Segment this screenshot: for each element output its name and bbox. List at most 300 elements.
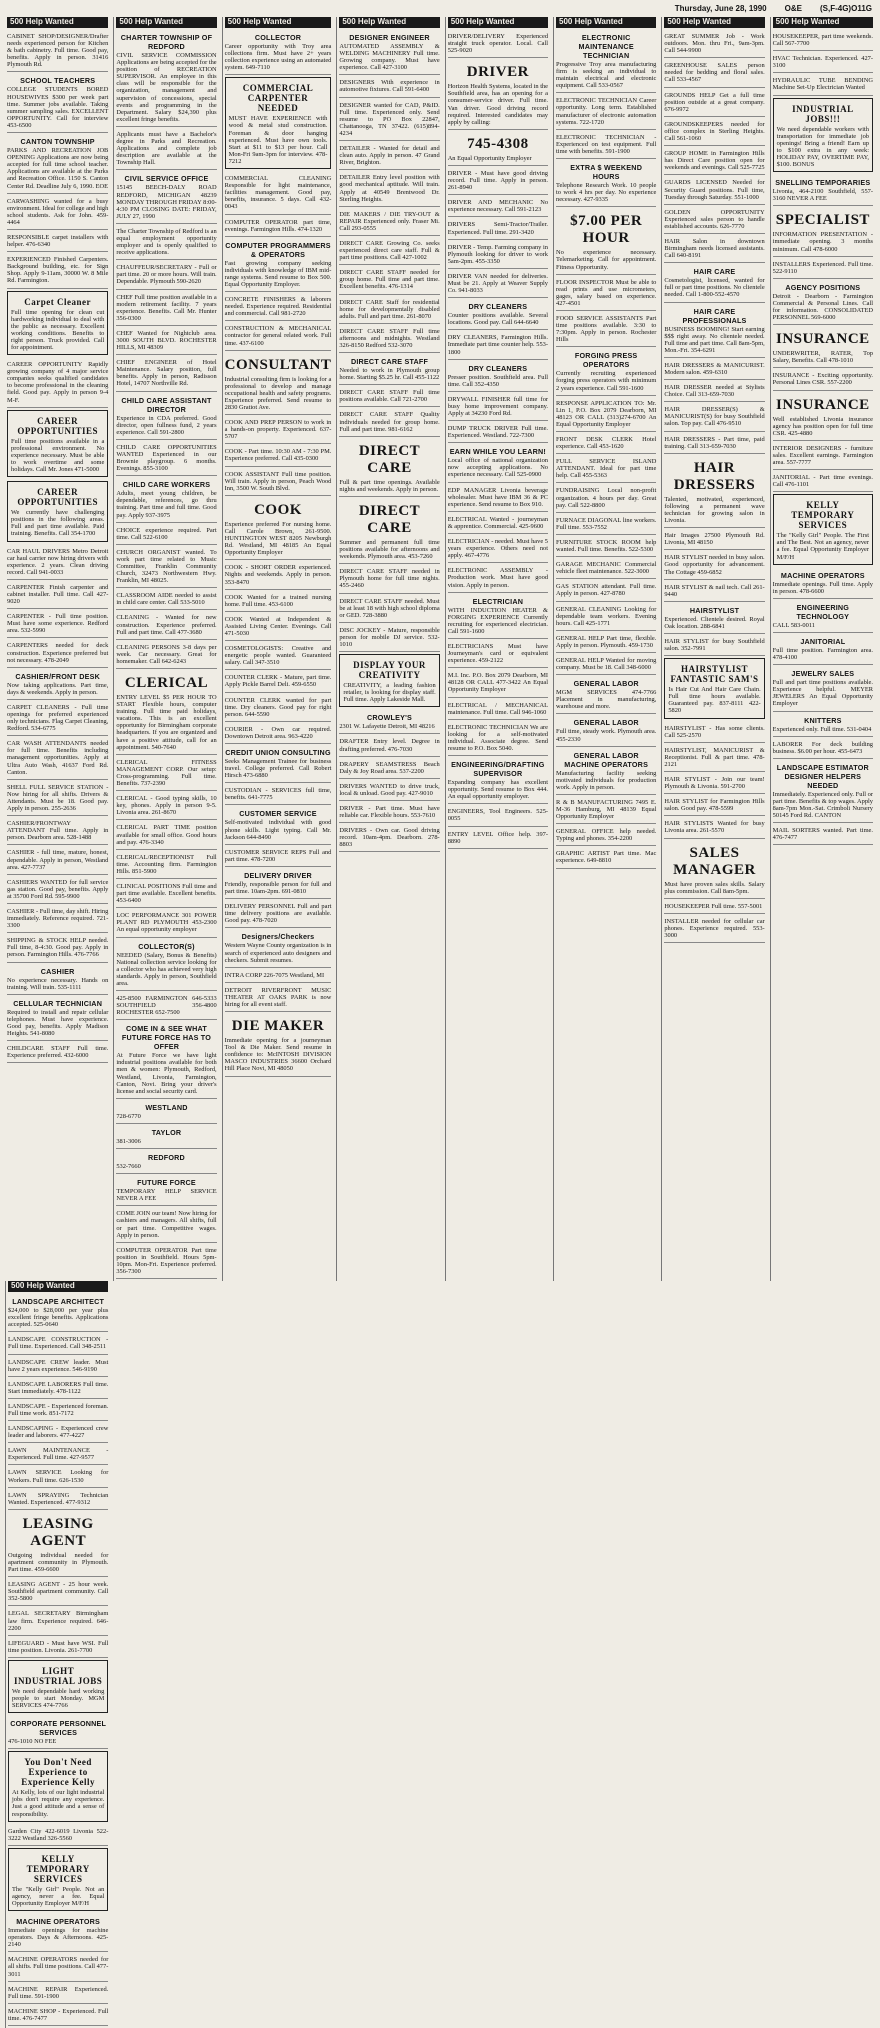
ad-text: CASHIERS WANTED for full service gas station. Good pay, benefits. Apply at 35700 Ford Rd. 595-9900 [7,878,109,900]
classified-ad [448,423,548,443]
ad-headline: COMPUTER PROGRAMMERS & OPERATORS [225,240,331,259]
classified-ad [448,445,548,482]
classified-ad [116,1176,216,1206]
ad-text: COMMERCIAL CLEANING Responsible for light maintenance, facilities management. Good pay, benefits, insurance. 5 days. Call 432-0043 [224,175,332,211]
ad-text: COOK Wanted at Independent & Assisted Living Center. Evenings. Call 471-5030 [224,615,332,637]
ad-text: CARPET CLEANERS - Full time openings for preferred experienced only technicians. Flag Carpet Cleaning, Redford. 534-6775 [7,703,109,733]
classified-ad [116,1101,216,1124]
column-heading: 500 Help Wanted [664,17,764,28]
ad-text: CASHIER/FRONTWAY ATTENDANT Full time. Apply in person. Dearborn area. 528-1488 [7,820,109,842]
classified-ad [116,940,216,991]
ad-text: HAIR STYLISTS Wanted for busy Livonia area. 261-5570 [664,820,765,835]
ad-text: HAIR DRESSERS & MANICURIST. Modern salon. 459-6310 [664,361,765,376]
column-heading: 500 Help Wanted [225,17,332,28]
classified-ad [339,209,439,236]
ad-text: An Equal Opportunity Employer [447,154,532,162]
ad-text: ELECTRONIC ASSEMBLY - Production work. Must have good vision. Apply in person. [447,567,549,589]
ad-text: LEASING AGENT - 25 hour week. Southfield apartment community. Call 352-5800 [8,1581,109,1603]
classified-ad [116,642,216,669]
ad-text: Career opportunity with Troy area collections firm. Must have 2+ years collection experience using an automated system. 649-7110 [224,43,332,72]
classified-ad [8,1334,108,1354]
classified-ad [339,654,439,707]
classified-ad [7,31,108,72]
classified-ad [8,1751,108,1821]
ad-text: TEMPORARY HELP SERVICE NEVER A FEE [116,1188,217,1203]
classified-ad [7,670,108,700]
classified-ad [8,1401,108,1421]
ad-text: LANDSCAPE CREW leader. Must have 2 years experience. 546-9190 [8,1358,109,1373]
column-heading: 500 Help Wanted [339,17,439,28]
classified-columns [5,17,875,2022]
classified-ad [8,1379,108,1399]
classified-ad [7,818,108,845]
classified-ad [225,173,332,214]
classified-ad [556,132,656,159]
ad-text: HAIR DRESSERS - Part time, paid training. Call 313-659-7030 [664,435,765,450]
classified-ad [225,1014,332,1076]
ad-headline: DISPLAY YOUR CREATIVITY [353,660,426,681]
classified-ad [664,404,764,431]
ad-headline: JANITORIAL [800,636,846,646]
ad-headline: CROWLEY'S [367,713,413,723]
classified-column [445,17,550,1281]
ad-text: CHEF Full time position available in a modern retirement facility. 7 years experience. Benefits. Call Mr. Hunter 356-0300 [116,293,217,322]
ad-text: HYDRAULIC TUBE BENDING Machine Set-Up Electrician Wanted [772,77,873,92]
column-heading: 500 Help Wanted [8,1281,108,1292]
classified-ad [225,323,332,350]
ad-text: Experienced. Clientele desired. Royal Oak location. 288-6841 [664,615,765,630]
ad-text: COOK ASSISTANT Full time position. Will train. Apply in person, Peach Wood Inn, 3500 W. South Blvd. [224,470,332,492]
ad-text: Cosmetologist, licensed, wanted for full or part time positions. No clientele needed. Call 1-800-552-4570 [664,277,765,299]
ad-text: Experience in CDA preferred. Good director, open fullness fund, 2 years experience. Call 591-2800 [116,414,217,436]
ad-text: Experience preferred For nursing home. Call Carole Brown, 261-9500. HUNTINGTON WEST 8205 Newburgh Rd. Westland, MI 48185 An Equal Opportunity Employer [224,520,332,557]
ad-text: DRIVERS WANTED to drive truck, local & unload. Good pay. 427-9010 [339,782,440,797]
classified-ad [556,515,656,535]
ad-text: DRIVER VAN needed for deliveries. Must be 21. Apply at Weaver Supply Co. 941-8033 [447,272,549,295]
classified-ad [773,472,873,492]
classified-ad [773,601,873,633]
ad-text: Expanding company has excellent opportunity. Send resume to Box 444. An equal opportunity employer. [447,779,549,801]
ad-text: DRY CLEANERS, Farmington Hills. Immediate part time counter help. 553-1800 [447,334,549,356]
classified-ad [8,1717,108,1749]
classified-ad [225,807,332,844]
ad-text: We currently have challenging positions in the following areas. Full and part time available. Paid training. Benefits. Call 354-1700 [11,509,105,538]
classified-ad [8,1660,108,1713]
classified-ad [556,209,656,274]
ad-headline: DELIVERY DRIVER [244,870,312,880]
classified-ad [773,714,873,737]
ad-headline: KELLY TEMPORARY SERVICES [26,1853,90,1884]
classified-ad [7,481,108,541]
ad-text: COURIER - Own car required. Downtown Detroit area. 963-4220 [224,725,332,740]
ad-text: LANDSCAPE LABORERS Full time. Start immediately. 478-1122 [8,1380,109,1395]
ad-text: WITH INDUCTION HEATER & FORGING EXPERIENCE Currently recruiting for experienced electrician. Call 591-1600 [447,606,549,635]
ad-text: Immediate opening for a journeyman Tool & Die Maker. Send resume in confidence to: McINTOSH DIVISION MASCO INDUSTRIES 36600 Orchard Hill Place Novi, MI 48050 [224,1037,332,1073]
classified-ad [448,700,548,720]
ad-headline: HAIR CARE PROFESSIONALS [682,306,747,325]
ad-text: NEEDED (Salary, Bonus & Benefits) National collection service looking for a collector who has achieved very high standards. Apply in person, Southfield area. [116,951,217,987]
classified-ad [448,219,548,239]
ad-text: CONCRETE FINISHERS & laborers needed. Experience required. Residential and commercial. Call 981-2720 [224,296,332,318]
classified-ad [556,581,656,601]
classified-ad [7,582,108,609]
ad-text: RESPONSE APPLICATION TO: Mr. Lin 1, P.O. Box 2079 Dearborn, MI 48123 OR CALL (313)274-6700 An Equal Opportunity Employer [556,399,657,428]
ad-text: HAIR STYLIST - Join our team! Plymouth & Livonia. 591-2700 [664,776,765,791]
classified-ad [339,238,439,265]
classified-ad [225,901,332,928]
ad-text: Manufacturing facility seeking motivated individuals for production work. Apply in person. [556,769,657,791]
classified-ad [339,77,439,97]
classified-ad [7,782,108,816]
ad-text: Seeks Management Trainee for business travel. College preferred. Call Robert Hirsch 473-6880 [224,758,332,780]
page-folio [548,4,872,16]
classified-ad [773,393,873,441]
classified-ad [225,498,332,560]
classified-ad [339,825,439,852]
classified-ad [225,77,332,169]
ad-text: FLOOR INSPECTOR Must be able to read prints and use micrometers, gages, salary based on experience. 427-4501 [556,278,657,307]
ad-text: LAWN SERVICE Looking for Workers. Full time. 626-1530 [8,1469,109,1484]
ad-headline: CORPORATE PERSONNEL SERVICES [10,1719,107,1738]
ad-text: RESPONSIBLE carpet installers with helper. 476-6340 [7,233,109,249]
classified-ad [225,672,332,692]
classified-ad [116,757,216,791]
classified-ad [664,658,764,718]
ad-text: CALL 583-0011 [772,621,815,629]
ad-text: 2301 W. Lafayette Detroit, MI 48216 [339,723,435,731]
classified-ad [448,806,548,826]
ad-text: Livonia, 464-2100 Southfield, 557-3160 NEVER A FEE [772,188,873,203]
ad-text: GREAT SUMMER Job - Work outdoors. Mon. thru Fri., 9am-3pm. Call 544-9900 [664,33,765,55]
classified-ad [448,242,548,269]
classified-ad [339,781,439,801]
classified-ad [7,906,108,933]
classified-ad [8,2006,108,2026]
classified-ad [225,31,332,75]
ad-text: HOUSEKEEPER Full time. 557-5001 [664,902,763,910]
ad-text: GROUP HOME in Farmington Hills has Direct Care position open for weekends and evenings. Call 525-7725 [664,150,765,172]
classified-ad [225,562,332,589]
ad-text: MGM SERVICES 474-7766 Placement in manufacturing, warehouse and more. [556,689,657,711]
classified-ad [225,695,332,722]
ad-text: Telephone Research Work. 10 people to work 4 hrs per day. No experience necessary. 427-9335 [556,182,657,204]
classified-ad [448,394,548,421]
ad-headline: WESTLAND [145,1102,188,1112]
ad-headline: ELECTRONIC MAINTENANCE TECHNICIAN [578,33,634,60]
classified-ad [448,829,548,849]
ad-headline: SALES MANAGER [673,844,756,878]
classified-ad [448,722,548,756]
classified-ad [116,394,216,440]
ad-text: LABORER For deck building business. $6.00 per hour. 455-6473 [772,740,873,755]
ad-text: INTERIOR DESIGNERS - furniture sales. Excellent earnings. Farmington area. 557-7777 [772,444,873,466]
ad-text: ELECTRONIC TECHNICIAN - Experienced on test equipment. Full time with benefits. 591-1900 [556,133,657,155]
ad-text: MUST HAVE EXPERIENCE with wood & metal stud construction. Foreman & door hanging experienced. Must have own tools. Start at $11 to $13 per hour. Call Mon-Fri 9am-3pm for interview. 478-7212 [228,115,328,165]
ad-text: Full time, steady work. Plymouth area. 455-2330 [556,728,657,743]
ad-text: AUTOMATED ASSEMBLY & WELDING MACHINERY Full time. Growing company. Must have experience. Call 427-3100 [339,43,440,72]
classified-ad [448,332,548,359]
ad-text: Local office of national organization now accepting applications. No experience necessary. Call 525-0900 [447,457,549,479]
ad-headline: SPECIALIST [775,212,870,229]
ad-text: CREATIVITY, a leading fashion retailer, is looking for display staff. Full time. Apply Lakeside Mall. [343,682,436,704]
ad-text: HAIRSTYLIST - Has some clients. Call 525-2570 [664,724,765,739]
ad-text: SHIPPING & STOCK HELP needed. Full time, 8-4:30. Good pay. Apply in person. Farmington Hills. 476-7766 [7,937,109,959]
ad-text: DESIGNER wanted for CAD, P&ID. Full time. Experienced only. Send resume to PO Box 22847, Chattanooga, TN 37422. (615)894-4234 [339,101,440,137]
classified-ad [116,172,216,223]
ad-text: CUSTOMER SERVICE REPS Full and part time. 478-7200 [224,848,332,863]
ad-text: ELECTRICIANS Must have Journeyman's card or equivalent experience. 459-2122 [447,642,549,665]
classified-ad [556,434,656,454]
ad-text: The Charter Township of Redford is an equal employment opportunity employer and is openly qualified to receive applications. [116,227,217,257]
ad-text: FURNITURE STOCK ROOM help wanted. Full time. Benefits. 522-5300 [556,538,657,554]
classified-ad [225,417,332,444]
ad-text: HAIR STYLIST needed in busy salon. Good opportunity for advancement. The Cottage 459-6852 [664,554,765,576]
classified-ad [225,217,332,237]
ad-text: LANDSCAPING - Experienced crew leader and laborers. 477-4227 [8,1425,109,1440]
ad-headline: GENERAL LABOR [573,718,639,728]
ad-text: ELECTRICIAN - needed. Must have 5 years experience. Others need not apply. 467-4776 [447,538,549,560]
classified-ad [116,612,216,639]
ad-text: COME JOIN our team! Now hiring for cashiers and managers. All shifts, full or part time. Competitive wages. Apply in person. [116,1210,217,1239]
ad-text: LIFEGUARD - Must have WSI. Full time position. Livonia. 261-7700 [8,1639,109,1654]
classified-ad [7,254,108,288]
ad-text: LAWN MAINTENANCE - Experienced. Full time. 427-9577 [8,1447,109,1462]
ad-text: COOK Wanted for a trained nursing home. Full time. 453-6100 [224,593,332,608]
ad-text: CAR WASH ATTENDANTS needed for full time. Benefits including management opportunities. Apply at Ultra Auto Wash, 41637 Ford Rd. Canton. [7,740,109,776]
classified-ad [339,31,439,75]
ad-text: CHEF Wanted for Nightclub area. 3000 SOUTH BLVD. ROCHESTER HILLS, MI 48309 [116,329,217,352]
ad-text: FULL SERVICE ISLAND ATTENDANT. Ideal for part time help. Call 455-5363 [556,458,657,480]
ad-text: Must have proven sales skills. Salary plus commission. Call 8am-5pm. [664,880,765,895]
classified-ad [116,1022,216,1099]
ad-text: GROUNDS HELP Get a full time position outside at a great company. 676-9972 [664,91,765,113]
classified-ad [8,1423,108,1443]
ad-text: DIRECT CARE Staff for residential home for developmentally disabled adults. Full and part time. 261-8070 [339,298,440,320]
ad-text: CARPENTERS needed for deck construction. Experience preferred but not necessary. 478-2049 [7,642,109,664]
classified-ad [664,31,764,58]
ad-text: Western Wayne County organization is in search of experienced auto designers and checkers. Submit resumes. [224,942,332,964]
ad-headline: ELECTRICIAN [472,596,524,606]
classified-ad [448,271,548,298]
ad-text: Is Hair Cut And Hair Care Chain. Full time hours available. Guaranteed pay. 837-8111 422-5820 [668,686,761,715]
ad-text: FRONT DESK CLERK Hotel experience. Call 453-1620 [556,436,657,451]
ad-text: Adults, meet young children, be dependable, references, go thru training. Part time and full time. Good pay. Apply 937-3975 [116,490,217,519]
classified-ad [7,196,108,230]
classified-ad [664,796,764,816]
ad-text: SHELL FULL SERVICE STATION - Now hiring for all shifts. Drivers & Attendants. Must be 18. Good pay. Apply in person. 255-2636 [7,783,109,813]
ad-headline: SCHOOL TEACHERS [20,76,96,86]
column-heading: 500 Help Wanted [116,17,216,28]
classified-ad [8,1826,108,1846]
classified-ad [773,53,873,73]
classified-ad [116,1245,216,1279]
ad-headline: CREDIT UNION CONSULTING [225,748,331,757]
ad-text: Full & part time openings. Available nights and weekends. Apply in person. [339,478,440,493]
classified-column [336,17,441,1281]
ad-headline: Designers/Checkers [241,932,315,942]
ad-headline: CAREER OPPORTUNITIES [17,487,99,508]
classified-ad [7,135,108,194]
classified-ad [8,1638,108,1658]
classified-ad [556,161,656,207]
ad-headline: INDUSTRIAL JOBS!!! [792,103,854,124]
ad-headline: DIRECT CARE STAFF [350,357,429,367]
ad-text: Immediate openings for machine operators. Days & Afternoons. 425-2140 [8,1927,109,1949]
classified-ad [8,1357,108,1377]
classified-column [5,1281,110,2028]
ad-text: MACHINE OPERATORS needed for all shifts. Full time positions. Call 477-3011 [8,1956,109,1978]
classified-ad [7,702,108,736]
ad-text: DRAPERY SEAMSTRESS Beach Daly & Joy Road area. 537-2200 [339,760,440,775]
ad-text: DIRECT CARE STAFF needed for group home. Full time and part time. Excellent benefits. 476-1314 [339,269,440,291]
classified-ad [7,877,108,904]
classified-ad [339,566,439,593]
ad-text: JANITORIAL - Part time evenings. Call 476-1101 [772,474,873,489]
ad-text: DRIVER - Part time. Must have reliable car. Flexible hours. 553-7610 [339,805,440,820]
ad-text: Applicants must have a Bachelor's degree in Parks and Recreation. Applications and complete job description are available at the Township Hall. [116,130,217,167]
ad-headline: CUSTOMER SERVICE [239,809,317,819]
ad-text: Full time opening for clean cut hardworking individual to deal with the public as necessary. Excellent working conditions. Benefits to right person. Truck provided. Call for appointment. [11,308,105,351]
classified-ad [556,677,656,714]
ad-text: GENERAL CLEANING Looking for dependable team workers. Evening hours. Call 425-1771 [556,605,657,627]
ad-text: R & B MANUFACTURING 7495 E. M-36 Hamburg, MI 48139 Equal Opportunity Employer [556,798,657,821]
classified-ad [225,869,332,899]
ad-text: INSURANCE - Exciting opportunity. Personal Lines CSR. 557-2200 [772,372,873,387]
ad-headline: JEWELRY SALES [791,669,855,679]
ad-text: Immediately. Experienced only. Full or part time. Benefits & top wages. Apply 8am-7pm Mon.-Sat. Crimboli Nursery 50145 Ford Rd. CANTON [772,790,873,820]
classified-column [222,17,334,1281]
ad-text: We need dependable hard working people to start Monday. MGM SERVICES 474-7766 [12,1687,105,1710]
ad-text: LEGAL SECRETARY Birmingham law firm. Experience required. 646-2200 [8,1610,109,1632]
classified-ad [225,724,332,744]
ad-text: CLASSROOM AIDE needed to assist in child care center. Call 533-5010 [116,592,217,607]
ad-text: LAWN SPRAYING Technician Wanted. Experienced. 477-9312 [8,1491,109,1506]
ad-text: FOOD SERVICE ASSISTANTS Part time positions available. 3:30 to 7:30pm. Apply in person. Rochester Hills [556,314,657,344]
ad-text: INSTALLER needed for cellular car phones. Experience required. 553-3000 [664,917,765,940]
ad-text: At Future Force we have light industrial positions available for both men & women: Plymouth, Redford, Westland, Livonia, Farmington, Canton, Novi. Bring your driver's license and social security card. [116,1052,217,1095]
ad-text: CARWASHING wanted for a busy environment. Ideal for college and high school students. Ask for John. 459-4464 [7,197,109,226]
classified-ad [664,434,764,454]
ad-headline: HAIR DRESSERS [673,459,756,493]
classified-ad [8,1984,108,2004]
classified-ad [556,826,656,846]
classified-ad [116,226,216,260]
ad-headline: LANDSCAPE ARCHITECT [12,1297,105,1307]
ad-headline: KNITTERS [804,715,842,725]
ad-text: Full and part time positions available. Experience helpful. MEYER JEWELERS An Equal Opportunity Employer [772,679,873,708]
folio-section: (S,F-4G)O11G [819,4,872,13]
ad-text: CLEANING - Wanted for new construction. Experience preferred. Full and part time. Call 477-3680 [116,614,217,636]
classified-ad [7,410,108,477]
ad-headline: CIVIL SERVICE OFFICE [124,174,209,184]
ad-text: 532-7660 [116,1163,141,1171]
ad-text: CLINICAL POSITIONS Full time and part time available. Excellent benefits. 453-6400 [116,882,217,905]
ad-headline: AGENCY POSITIONS [785,282,861,292]
classified-ad [556,797,656,824]
ad-text: HOUSEKEEPER, part time weekends. Call 567-7700 [772,33,873,48]
classified-ad [7,291,108,356]
ad-headline: You Don't Need Experience to Experience Kelly [21,1757,96,1788]
classified-ad [664,236,764,263]
classified-ad [664,636,764,656]
ad-text: Currently recruiting experienced forging press operators with minimum 2 years experience. Call 591-1600 [556,370,657,392]
ad-text: Self-motivated individual with good phone skills. Light typing. Call Mr. Jackson 644-8490 [224,819,332,841]
ad-text: 476-1010 NO FEE [8,1738,57,1746]
ad-text: Hair Images 27500 Plymouth Rd. Livonia, MI 48150 [664,532,765,547]
classified-ad [116,262,216,289]
ad-text: EDP MANAGER Livonia beverage wholesaler. Must have IBM 36 & PC experience. Send resume to Box 910. [447,486,549,508]
ad-headline: EARN WHILE YOU LEARN! [449,447,546,457]
classified-ad [773,494,873,564]
classified-ad [556,848,656,868]
ad-headline: FUTURE FORCE [137,1178,196,1188]
ad-text: We need dependable workers with transportation for immediate job openings! Bring a friend! Earn up to $100 extra in any week: HOLIDAY PAY, OVERTIME PAY, $100. BONUS [776,125,869,169]
ad-text: HVAC Technician. Experienced. 427-3100 [772,55,873,70]
ad-text: COOK AND PREP PERSON to work in a hands-on property. Experienced. 637-5707 [224,419,332,441]
classified-ad [116,1208,216,1242]
ad-text: HAIR Salon in downtown Birmingham needs licensed assistants. Call 640-8191 [664,237,765,260]
classified-ad [448,168,548,195]
classified-ad [225,930,332,967]
ad-text: CLERICAL FITNESS MANAGEMENT CORP. Our setup: Cross-programming. Full time. Benefits. 737-2390 [116,758,217,788]
ad-text: The "Kelly Girl" People. The First and The Best. Not an agency, never a fee. Equal Opportunity Employer M/F/H [776,532,869,561]
classified-ad [664,745,764,772]
ad-text: DETROIT RIVERFRONT MUSIC THEATER AT OAKS PARK is now hiring for all event staff. [224,986,332,1008]
ad-text: Required to install and repair cellular telephones. Must have experience. Good pay, benefits. Apply Madison Heights. 541-8080 [7,1008,109,1037]
ad-headline: REDFORD [148,1153,185,1163]
classified-ad [225,353,332,415]
classified-ad [339,759,439,779]
ad-headline: MACHINE OPERATORS [780,570,865,580]
ad-text: COMPUTER OPERATOR Part time position in Southfield. Hours 5pm-10pm. Mon-Fri. Experience preferred. 356-7300 [116,1246,217,1275]
ad-text: GENERAL HELP Part time, flexible. Apply in person. Plymouth. 459-1730 [556,634,657,649]
classified-ad [116,357,216,391]
ad-text: DISC JOCKEY - Mature, responsible person for mobile DJ service. 532-1010 [339,626,440,648]
classified-ad [664,774,764,794]
ad-headline: CHARTER TOWNSHIP OF REDFORD [120,33,213,51]
ad-text: CHIEF ENGINEER of Hotel Maintenance. Salary position, full benefits. Apply in person, Radisson Hotel, 14707 Northville Rd. [116,359,217,388]
classified-ad [664,604,764,634]
ad-text: INFORMATION PRESENTATION - immediate opening. 3 months minimum. Call 478-6000 [772,231,873,253]
classified-ad [448,641,548,668]
classified-ad [773,739,873,759]
ad-headline: CASHIER/FRONT DESK [15,671,100,681]
ad-text: GOLDEN OPPORTUNITY Experienced sales person to handle established accounts. 626-7770 [664,208,765,230]
classified-ad [116,793,216,820]
classified-ad [773,635,873,665]
ad-text: INSTALLERS Experienced. Full time. 522-9110 [772,260,873,275]
classified-ad [664,841,764,899]
classified-ad [664,901,764,914]
ad-headline: ENGINEERING TECHNOLOGY [796,602,850,621]
ad-headline: 745-4308 [467,135,529,152]
ad-text: DRAFTER Entry level. Degree in drafting preferred. 476-7030 [339,738,440,753]
ad-headline: DRIVER [466,64,529,81]
classified-ad [7,997,108,1041]
classified-ad [339,100,439,141]
ad-headline: LEASING AGENT [22,1515,94,1549]
ad-text: GRAPHIC ARTIST Part time. Mac experience. 649-8810 [556,850,657,865]
classified-ad [7,1043,108,1063]
classified-ad [8,1490,108,1510]
classified-ad [7,738,108,779]
classified-ad [556,655,656,675]
ad-text: ELECTRONIC TECHNICIAN Career opportunity. Long term. Established manufacturer of electronic automation systems. 722-1720 [556,97,657,126]
classified-ad [225,746,332,783]
classified-ad [116,910,216,937]
ad-text: DIRECT CARE STAFF Quality individuals needed for group home. Full and part time. 981-6162 [339,411,440,433]
ad-headline: LANDSCAPE ESTIMATOR DESIGNER HELPERS NEEDED [776,762,869,790]
